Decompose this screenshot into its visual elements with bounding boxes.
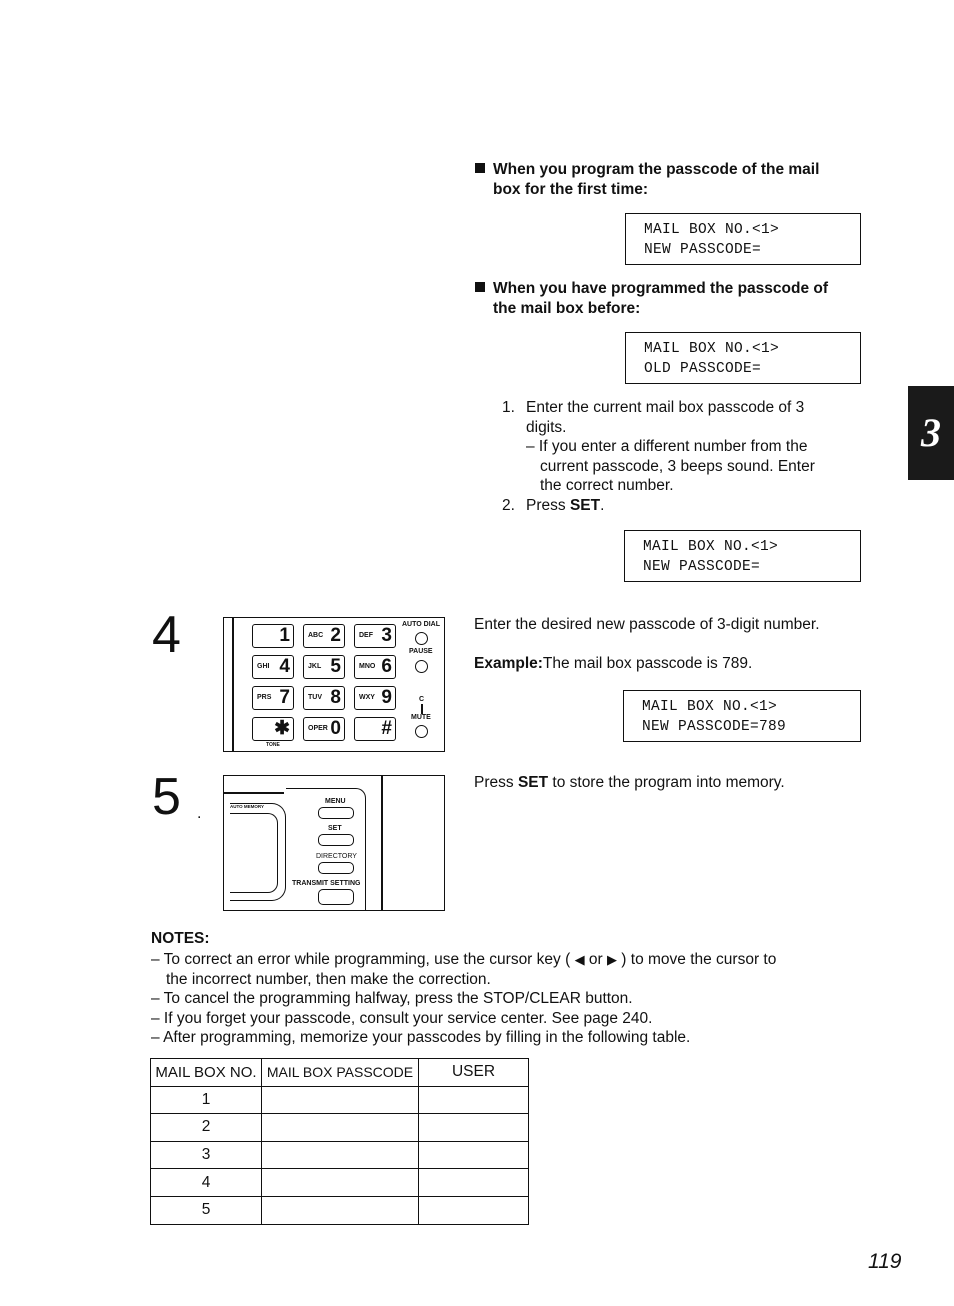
list-subtext: current passcode, 3 beeps sound. Enter [540, 457, 815, 475]
keypad-key-0[interactable] [303, 717, 345, 741]
keypad-key-star[interactable] [252, 717, 294, 741]
table-row [151, 1169, 529, 1197]
table-row [151, 1086, 529, 1114]
table-row [151, 1196, 529, 1224]
list-subtext: the correct number. [540, 477, 674, 494]
key-label: # [381, 718, 392, 739]
auto-dial-label: AUTO DIAL [402, 621, 440, 628]
lcd-line: NEW PASSCODE= [643, 559, 761, 575]
key-label: 1 [279, 625, 290, 646]
example-text: The mail box passcode is 789. [542, 655, 753, 672]
keypad-key-1[interactable] [252, 624, 294, 648]
lcd-line: MAIL BOX NO.<1> [644, 341, 780, 357]
list-text: . [600, 496, 605, 514]
key-sublabel: MNO [359, 663, 376, 670]
step5-text-part: to store the program into memory. [548, 774, 785, 791]
key-label: 8 [330, 687, 341, 708]
lcd-line: MAIL BOX NO.<1> [642, 699, 778, 715]
note-text: – After programming, memorize your passcodes by filling in the following table. [151, 1029, 691, 1046]
set-button[interactable] [318, 834, 354, 846]
list-bold: SET [569, 496, 601, 514]
mute-button[interactable] [415, 725, 428, 738]
list-text: digits. [526, 418, 567, 436]
step5-text-bold: SET [517, 774, 549, 791]
c-label: C [419, 696, 425, 703]
table-cell: 3 [151, 1141, 262, 1169]
key-sublabel: JKL [308, 663, 322, 670]
table-header: MAIL BOX NO. [151, 1059, 262, 1087]
lcd-line: MAIL BOX NO.<1> [644, 222, 780, 238]
user-cell[interactable] [419, 1141, 529, 1169]
step-number: 5 [152, 768, 181, 826]
menu-button[interactable] [318, 807, 354, 819]
key-label: 7 [279, 687, 290, 708]
passcode-cell[interactable] [262, 1141, 419, 1169]
heading-line: the mail box before: [493, 300, 641, 317]
note-text: – To cancel the programming halfway, press the STOP/CLEAR button. [151, 990, 633, 1007]
keypad-key-6[interactable] [354, 655, 396, 679]
table-header-row [151, 1059, 529, 1087]
right-arrow-icon: ▶ [606, 952, 617, 967]
heading-line: box for the first time: [493, 181, 649, 198]
step5-text-part: Press [474, 774, 518, 791]
keypad-key-2[interactable] [303, 624, 345, 648]
square-bullet-icon [475, 163, 485, 173]
mute-label: MUTE [411, 714, 431, 721]
passcode-cell[interactable] [262, 1086, 419, 1114]
step5-text [474, 773, 785, 793]
auto-dial-button[interactable] [415, 632, 428, 645]
heading-line: When you have programmed the passcode of [493, 280, 829, 297]
keypad-key-7[interactable] [252, 686, 294, 710]
table-row [151, 1114, 529, 1142]
table-cell: 5 [151, 1196, 262, 1224]
key-label: 3 [381, 625, 392, 646]
step-dot: . [197, 805, 202, 822]
passcode-table [150, 1058, 529, 1225]
table-cell: 4 [151, 1169, 262, 1197]
note-text: – If you forget your passcode, consult your service center. See page 240. [151, 1009, 653, 1027]
passcode-cell[interactable] [262, 1114, 419, 1142]
key-sublabel: ABC [308, 632, 324, 639]
lcd-display-first [625, 213, 861, 265]
lcd-display-example [623, 690, 861, 742]
keypad-key-9[interactable] [354, 686, 396, 710]
lcd-line: OLD PASSCODE= [644, 361, 762, 377]
auto-memory-label: AUTO MEMORY [230, 804, 265, 809]
pause-label: PAUSE [409, 648, 433, 655]
keypad-key-5[interactable] [303, 655, 345, 679]
table-row [151, 1141, 529, 1169]
keypad-key-4[interactable] [252, 655, 294, 679]
lcd-display-old [625, 332, 861, 384]
note-text: the incorrect number, then make the correction. [166, 970, 491, 988]
key-label: ✱ [274, 718, 290, 739]
lcd-line: NEW PASSCODE=789 [642, 719, 787, 735]
heading-programmed-before [475, 279, 828, 319]
lcd-line: NEW PASSCODE= [644, 242, 762, 258]
square-bullet-icon [475, 282, 485, 292]
example-line [474, 654, 752, 674]
note-text: or [588, 951, 603, 968]
instruction-list [502, 398, 862, 515]
user-cell[interactable] [419, 1086, 529, 1114]
key-label: 0 [330, 718, 341, 739]
transmit-setting-label: TRANSMIT SETTING [292, 880, 361, 887]
key-sublabel: WXY [359, 694, 375, 701]
notes-list [151, 950, 871, 1048]
left-arrow-icon: ◀ [574, 952, 585, 967]
note-text: – To correct an error while programming, use the cursor key ( [151, 951, 571, 968]
notes-title: NOTES: [151, 930, 210, 947]
passcode-cell[interactable] [262, 1196, 419, 1224]
user-cell[interactable] [419, 1114, 529, 1142]
list-subtext: – If you enter a different number from the [526, 438, 808, 455]
table-cell: 1 [151, 1086, 262, 1114]
menu-label: MENU [325, 798, 346, 805]
directory-label: DIRECTORY [316, 853, 357, 860]
pause-button[interactable] [415, 660, 428, 673]
key-label: 6 [381, 656, 392, 677]
lcd-display-new [624, 530, 861, 582]
note-text: ) to move the cursor to [621, 951, 777, 968]
step-number: 4 [152, 606, 181, 664]
directory-button[interactable] [318, 862, 354, 874]
key-label: 9 [381, 687, 392, 708]
key-label: 4 [279, 656, 290, 677]
heading-first-time [475, 160, 819, 200]
lcd-line: MAIL BOX NO.<1> [643, 539, 779, 555]
key-sublabel: PRS [257, 694, 272, 701]
chapter-tab: 3 [908, 386, 954, 480]
user-cell[interactable] [419, 1196, 529, 1224]
keypad-figure [223, 617, 445, 752]
keypad-key-3[interactable] [354, 624, 396, 648]
key-sublabel: OPER [308, 725, 328, 732]
control-panel-figure [223, 775, 445, 911]
user-cell[interactable] [419, 1169, 529, 1197]
table-cell: 2 [151, 1114, 262, 1142]
list-number: 2. [502, 496, 515, 514]
example-label: Example: [474, 655, 543, 672]
key-sublabel: DEF [359, 632, 373, 639]
tone-label: TONE [266, 742, 280, 748]
keypad-key-hash[interactable] [354, 717, 396, 741]
key-sublabel: GHI [257, 663, 270, 670]
list-text: Press [526, 496, 570, 514]
list-text: Enter the current mail box passcode of 3 [526, 399, 805, 416]
key-sublabel: TUV [308, 694, 322, 701]
key-label: 2 [330, 625, 341, 646]
page-number: 119 [868, 1250, 902, 1273]
key-label: 5 [330, 656, 341, 677]
keypad-key-8[interactable] [303, 686, 345, 710]
heading-line: When you program the passcode of the mail [493, 161, 820, 178]
list-number: 1. [502, 399, 515, 416]
table-header: MAIL BOX PASSCODE [262, 1059, 419, 1087]
step4-text: Enter the desired new passcode of 3-digit number. [474, 616, 820, 633]
transmit-setting-button[interactable] [318, 889, 354, 905]
set-label: SET [328, 825, 342, 832]
passcode-cell[interactable] [262, 1169, 419, 1197]
table-header: USER [419, 1059, 529, 1087]
